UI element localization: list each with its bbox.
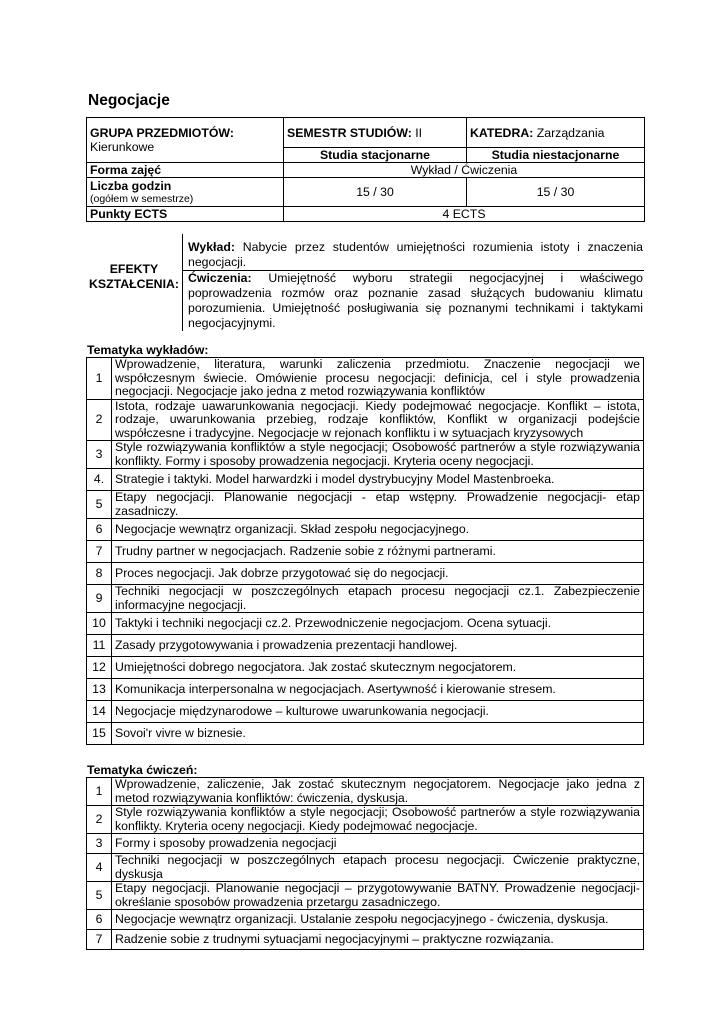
ects-value: 4 ECTS <box>284 207 645 222</box>
grupa-cell <box>87 118 284 163</box>
table-row <box>87 399 644 441</box>
row-number: 13 <box>87 679 112 701</box>
table-row <box>87 469 644 491</box>
row-number: 7 <box>87 930 112 950</box>
semestr-value: II <box>415 125 423 140</box>
efekty-section <box>86 234 646 331</box>
semestr-cell <box>284 118 467 148</box>
row-number: 3 <box>87 441 112 469</box>
row-number: 5 <box>87 491 112 519</box>
row-number: 1 <box>87 358 112 400</box>
row-number: 2 <box>87 806 112 834</box>
row-number: 12 <box>87 657 112 679</box>
efekty-cwiczenia-label: Ćwiczenia: <box>188 271 252 285</box>
row-topic: Style rozwiązywania konfliktów a style negocjacji; Osobowość partnerów a style rozwiązywania konflikty. Formy i sposoby prowadzenia negocjacji. Kryteria oceny negocjacji. <box>112 441 644 469</box>
efekty-cwiczenia <box>183 270 644 331</box>
efekty-cwiczenia-text: Umiejętność wyboru strategii negocjacyjnej i właściwego poprowadzenia rozmów oraz poznanie zasad służących budowaniu klimatu porozumienia. Umiejętność posługiwania się poznanymi technikami i taktykami negocjacyjnymi. <box>188 271 643 330</box>
row-number: 7 <box>87 541 112 563</box>
row-topic: Style rozwiązywania konfliktów a style negocjacji; Osobowość partnerów a style rozwiązywania konflikty. Kryteria oceny negocjacji. Kiedy podejmować negocjacje. <box>112 806 644 834</box>
row-number: 4. <box>87 469 112 491</box>
row-topic: Istota, rodzaje uawarunkowania negocjacji. Kiedy podejmować negocjacje. Konflikt – istota, rodzaje, uwarunkowania przebieg, rodzaje konfliktów, Konflikt w organizacji podejście współczesne i tradycyjne. Negocjacje w rejonach konfliktu i w sytuacjach kryzysowych <box>112 399 644 441</box>
row-topic: Komunikacja interpersonalna w negocjacjach. Asertywność i kierowanie stresem. <box>112 679 644 701</box>
row-topic: Etapy negocjacji. Planowanie negocjacji – przygotowywanie BATNY. Prowadzenie negocjacji- określanie sposobów prowadzenia przetargu zasadniczego. <box>112 882 644 910</box>
efekty-wyklad-text: Nabycie przez studentów umiejętności rozumienia istoty i znaczenia negocjacji. <box>188 240 643 269</box>
efekty-label <box>86 234 182 331</box>
efekty-wyklad <box>183 234 644 270</box>
row-topic: Radzenie sobie z trudnymi sytuacjami negocjacyjnymi – praktyczne rozwiązania. <box>112 930 644 950</box>
wyklady-table <box>86 357 644 745</box>
godziny-niestac: 15 / 30 <box>467 178 645 207</box>
table-row <box>87 723 644 745</box>
table-row <box>87 657 644 679</box>
stacjonarne-header: Studia stacjonarne <box>284 148 467 163</box>
row-number: 14 <box>87 701 112 723</box>
godziny-sub: (ogółem w semestrze) <box>90 193 194 205</box>
table-row <box>87 910 644 930</box>
row-topic: Proces negocjacji. Jak dobrze przygotować się do negocjacji. <box>112 563 644 585</box>
row-number: 1 <box>87 778 112 806</box>
efekty-wyklad-label: Wykład: <box>188 240 235 254</box>
table-row <box>87 701 644 723</box>
table-row <box>87 563 644 585</box>
table-row <box>87 635 644 657</box>
table-row <box>87 441 644 469</box>
row-topic: Trudny partner w negocjacjach. Radzenie sobie z różnymi partnerami. <box>112 541 644 563</box>
row-topic: Sovoi'r vivre w biznesie. <box>112 723 644 745</box>
row-number: 10 <box>87 613 112 635</box>
row-number: 2 <box>87 399 112 441</box>
row-topic: Negocjacje międzynarodowe – kulturowe uwarunkowania negocjacji. <box>112 701 644 723</box>
godziny-stac: 15 / 30 <box>284 178 467 207</box>
row-topic: Etapy negocjacji. Planowanie negocjacji - etap wstępny. Prowadzenie negocjacji- etap zasadniczy. <box>112 491 644 519</box>
row-number: 15 <box>87 723 112 745</box>
table-row <box>87 930 644 950</box>
godziny-label: Liczba godzin <box>90 179 172 193</box>
course-info-table <box>86 117 645 222</box>
table-row <box>87 882 644 910</box>
course-page <box>86 92 646 950</box>
page-title: Negocjacje <box>88 92 170 109</box>
table-row <box>87 679 644 701</box>
katedra-value: Zarządzania <box>536 125 605 140</box>
efekty-box <box>182 234 644 331</box>
row-topic: Negocjacje wewnątrz organizacji. Ustalanie zespołu negocjacyjnego - ćwiczenia, dyskusja. <box>112 910 644 930</box>
semestr-label: SEMESTR STUDIÓW: <box>287 125 412 140</box>
forma-label: Forma zajęć <box>87 163 284 178</box>
row-number: 8 <box>87 563 112 585</box>
table-row <box>87 806 644 834</box>
table-row <box>87 834 644 854</box>
grupa-label: GRUPA PRZEDMIOTÓW: <box>90 126 234 140</box>
row-number: 3 <box>87 834 112 854</box>
table-row <box>87 854 644 882</box>
row-topic: Zasady przygotowywania i prowadzenia prezentacji handlowej. <box>112 635 644 657</box>
grupa-value: Kierunkowe <box>90 140 155 154</box>
row-number: 4 <box>87 854 112 882</box>
row-topic: Wprowadzenie, literatura, warunki zaliczenia przedmiotu. Znaczenie negocjacji we współczesnym świecie. Omówienie procesu negocjacji: definicja, cel i style prowadzenia negocjacji. Negocjacje jako jedna z metod rozwiązywania konfliktów <box>112 358 644 400</box>
niestacjonarne-header: Studia niestacjonarne <box>467 148 645 163</box>
row-number: 9 <box>87 585 112 613</box>
row-number: 6 <box>87 910 112 930</box>
row-number: 11 <box>87 635 112 657</box>
katedra-label: KATEDRA: <box>470 125 534 140</box>
cwiczenia-heading: Tematyka ćwiczeń: <box>87 763 198 777</box>
row-topic: Wprowadzenie, zaliczenie, Jak zostać skutecznym negocjatorem. Negocjacje jako jedna z metod rozwiązywania konfliktów: ćwiczenia, dyskusja. <box>112 778 644 806</box>
wyklady-heading: Tematyka wykładów: <box>87 343 209 357</box>
katedra-cell <box>467 118 645 148</box>
row-topic: Umiejętności dobrego negocjatora. Jak zostać skutecznym negocjatorem. <box>112 657 644 679</box>
godziny-cell <box>87 178 284 207</box>
table-row <box>87 613 644 635</box>
row-topic: Formy i sposoby prowadzenia negocjacji <box>112 834 644 854</box>
efekty-label-line1: EFEKTY <box>109 262 159 276</box>
forma-value: Wykład / Ćwiczenia <box>284 163 645 178</box>
efekty-label-line2: KSZTAŁCENIA: <box>89 277 179 291</box>
table-row <box>87 519 644 541</box>
row-number: 5 <box>87 882 112 910</box>
row-topic: Strategie i taktyki. Model harwardzki i model dystrybucyjny Model Mastenbroeka. <box>112 469 644 491</box>
ects-label: Punkty ECTS <box>87 207 284 222</box>
row-topic: Techniki negocjacji w poszczególnych etapach procesu negocjacji cz.1. Zabezpieczenie informacyjne negocjacji. <box>112 585 644 613</box>
cwiczenia-table <box>86 777 644 950</box>
row-topic: Techniki negocjacji w poszczególnych etapach procesu negocjacji. Ćwiczenie praktyczne, dyskusja <box>112 854 644 882</box>
row-topic: Taktyki i techniki negocjacji cz.2. Przewodniczenie negocjacjom. Ocena sytuacji. <box>112 613 644 635</box>
table-row <box>87 541 644 563</box>
table-row <box>87 778 644 806</box>
table-row <box>87 585 644 613</box>
table-row <box>87 358 644 400</box>
table-row <box>87 491 644 519</box>
row-topic: Negocjacje wewnątrz organizacji. Skład zespołu negocjacyjnego. <box>112 519 644 541</box>
row-number: 6 <box>87 519 112 541</box>
